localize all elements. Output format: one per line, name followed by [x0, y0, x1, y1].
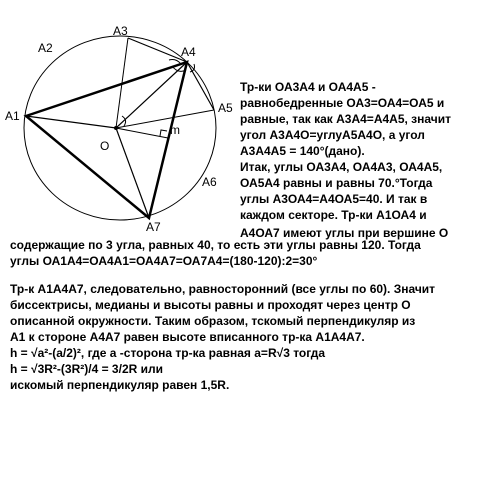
explanation-middle — [10, 237, 421, 269]
text-line: А4ОА7 имеют углы при вершине О — [240, 226, 449, 240]
center-point — [114, 126, 118, 130]
label-a4: A4 — [181, 45, 196, 59]
text-line: Тр-к А1А4А7, следовательно, равносторонний (все углы по 60). Значит — [10, 282, 436, 296]
text-line: углы ОА1А4=ОА4А1=ОА4А7=ОА7А4=(180-120):2=30° — [10, 254, 318, 268]
label-o: O — [100, 139, 110, 153]
text-line: Тр-ки ОА3А4 и ОА4А5 - — [240, 80, 376, 94]
explanation-right — [240, 79, 451, 241]
text-line: угол А3А4О=углуА5А4О, а угол — [240, 128, 425, 142]
text-line: ОА5А4 равны и равны 70.°Тогда — [240, 176, 433, 190]
text-line: описанной окружности. Таким образом, тскомый перпендикуляр из — [10, 314, 416, 328]
geometry-figure — [0, 0, 240, 235]
text-line: равнобедренные ОА3=ОА4=ОА5 и — [240, 96, 445, 110]
label-a2: A2 — [38, 41, 53, 55]
label-a3: A3 — [113, 24, 128, 38]
label-a7: A7 — [146, 220, 161, 234]
text-line: равные, так как А3А4=А4А5, значит — [240, 112, 451, 126]
formula-line: h = √3R²-(3R²)/4 = 3/2R или — [10, 362, 163, 376]
label-a6: A6 — [202, 175, 217, 189]
formula-line: h = √a²-(a/2)², где а -сторона тр-ка равная а=R√3 тогда — [10, 346, 326, 360]
text-line: содержащие по 3 угла, равных 40, то есть эти углы равны 120. Тогда — [10, 238, 421, 252]
text-line: А1 к стороне А4А7 равен высоте вписанного тр-ка А1А4А7. — [10, 330, 365, 344]
text-line: биссектрисы, медианы и высоты равны и проходят через центр О — [10, 298, 411, 312]
explanation-bottom — [10, 281, 435, 393]
text-line: каждом секторе. Тр-ки А1ОА4 и — [240, 208, 427, 222]
label-a1: A1 — [5, 109, 20, 123]
text-line: углы А3ОА4=А4ОА5=40. И так в — [240, 192, 428, 206]
segment-a4-a5 — [187, 62, 214, 110]
right-angle-marker — [160, 130, 167, 136]
text-line: А3А4А5 = 140°(дано). — [240, 144, 365, 158]
text-line: Итак, углы ОА3А4, ОА4А3, ОА4А5, — [240, 160, 443, 174]
segment-a3-a4 — [128, 38, 187, 62]
segment-o-a5 — [116, 110, 214, 128]
label-m: m — [170, 123, 180, 137]
label-a5: A5 — [218, 101, 233, 115]
text-line: искомый перпендикуляр равен 1,5R. — [10, 378, 230, 392]
segment-o-a4 — [116, 62, 187, 128]
